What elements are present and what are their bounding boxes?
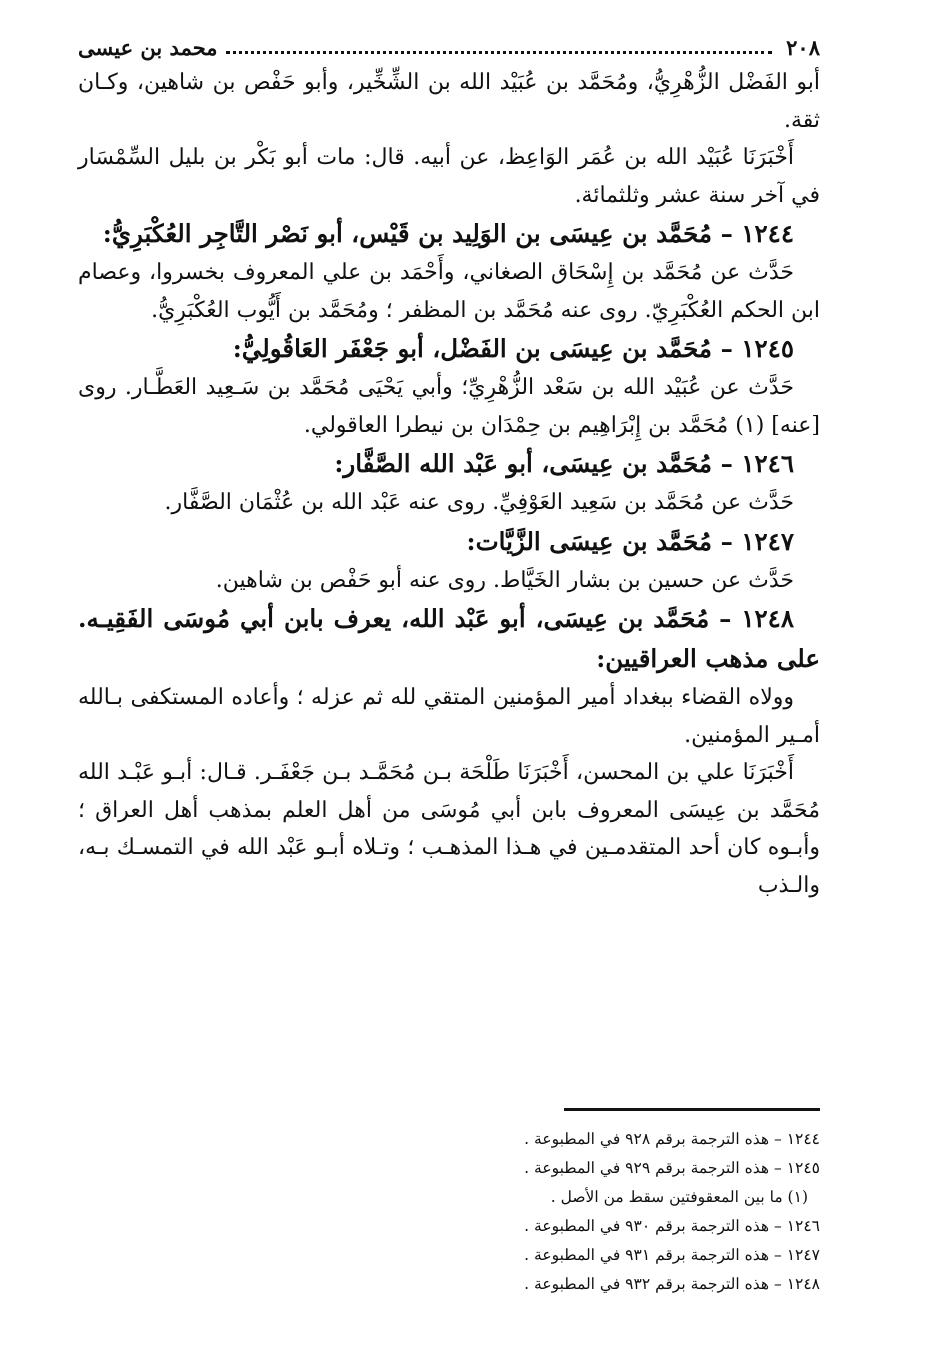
footnote-line: ١٢٤٨ – هذه الترجمة برقم ٩٣٢ في المطبوعة .: [524, 1275, 820, 1293]
entry-heading: ١٢٤٦ – مُحَمَّد بن عِيسَى، أبو عَبْد الله الصَّفَّار:: [334, 449, 794, 478]
text-paragraph: أَخْبَرَنَا عُبَيْد الله بن عُمَر الوَاعِظ، عن أبيه. قال: مات أبو بَكْر بن بليل السِّمْسَار في آخر سنة عشر وثلثمائة.: [78, 145, 820, 208]
text-paragraph: وولاه القضاء ببغداد أمير المؤمنين المتقي لله ثم عزله ؛ وأعاده المستكفى بـالله أمـير المؤمنين.: [78, 685, 820, 748]
text-paragraph: أبو الفَضْل الزُّهْرِيُّ، ومُحَمَّد بن عُبَيْد الله بن الشِّخِّير، وأبو حَفْص بن شاهين، وكـان ثقة.: [78, 70, 820, 133]
footnote-line: ١٢٤٤ – هذه الترجمة برقم ٩٢٨ في المطبوعة .: [524, 1130, 820, 1148]
footnote-line: ١٢٤٦ – هذه الترجمة برقم ٩٣٠ في المطبوعة .: [524, 1217, 820, 1235]
main-text: [78, 64, 820, 904]
header-leader-dots: [226, 41, 773, 54]
text-paragraph: حَدَّث عن عُبَيْد الله بن سَعْد الزُّهْرِيِّ؛ وأبي يَحْيَى مُحَمَّد بن سَـعِيد العَطَّـار. روى [عنه] (١) مُحَمَّد بن إِبْرَاهِيم بن حِمْدَان بن نيطرا العاقولي.: [78, 375, 820, 438]
running-title: محمد بن عيسى: [78, 34, 218, 60]
footnote-line: ١٢٤٥ – هذه الترجمة برقم ٩٢٩ في المطبوعة .: [524, 1159, 820, 1177]
entry-heading: ١٢٤٨ – مُحَمَّد بن عِيسَى، أبو عَبْد الله، يعرف بابن أبي مُوسَى الفَقِيـه. على مذهب العراقيين:: [78, 604, 820, 673]
text-paragraph: أَخْبَرَنَا علي بن المحسن، أَخْبَرَنَا طَلْحَة بـن مُحَمَّـد بـن جَعْفَـر. قـال: أبـو عَبْـد الله مُحَمَّد بن عِيسَى المعروف بابن أبي مُوسَى من أهل العلم بمذهب أهل العراق ؛ وأبـوه كان أحد المتقدمـين في هـذا المذهـب ؛ وتـلاه أبـو عَبْد الله في التمسـك بـه، والـذب: [78, 760, 820, 898]
text-paragraph: حَدَّث عن مُحَمَّد بن إِسْحَاق الصغاني، وأَحْمَد بن علي المعروف بخسروا، وعصام ابن الحكم العُكْبَرِيّ. روى عنه مُحَمَّد بن المظفر ؛ ومُحَمَّد بن أَيُّوب العُكْبَرِيُّ.: [78, 260, 820, 323]
footnote-list: [0, 1125, 820, 1299]
footnotes: [0, 1108, 820, 1299]
footnote-line: ١٢٤٧ – هذه الترجمة برقم ٩٣١ في المطبوعة .: [524, 1246, 820, 1264]
entry-heading: ١٢٤٧ – مُحَمَّد بن عِيسَى الزَّيَّات:: [466, 526, 794, 556]
entry-heading: ١٢٤٤ – مُحَمَّد بن عِيسَى بن الوَلِيد بن قَيْس، أبو نَصْر التَّاجِر العُكْبَرِيُّ:: [102, 219, 794, 248]
running-header: [78, 30, 820, 64]
footnote-line: (١) ما بين المعقوفتين سقط من الأصل .: [550, 1188, 808, 1206]
footnote-separator-rule: [564, 1108, 820, 1111]
text-paragraph: حَدَّث عن مُحَمَّد بن سَعِيد العَوْفِيِّ. روى عنه عَبْد الله بن عُثْمَان الصَّفَّار.: [164, 490, 794, 515]
text-paragraph: حَدَّث عن حسين بن بشار الخَيَّاط. روى عنه أبو حَفْص بن شاهين.: [215, 567, 794, 593]
entry-heading: ١٢٤٥ – مُحَمَّد بن عِيسَى بن الفَضْل، أبو جَعْفَر العَاقُولِيُّ:: [232, 334, 794, 363]
page-number: ٢٠٨: [786, 34, 820, 60]
